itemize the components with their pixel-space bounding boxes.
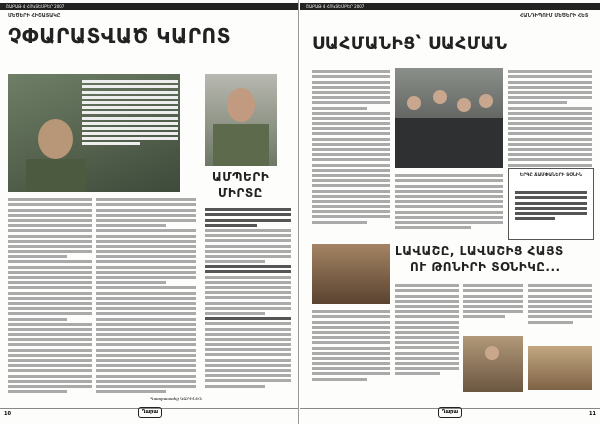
right-headline: ՍԱՀՄԱՆԻՑ՝ ՍԱՀՄԱՆ — [312, 34, 508, 54]
right-text-col-3 — [312, 308, 390, 398]
uniform-shape — [26, 159, 86, 192]
baker-head — [485, 346, 499, 360]
left-top-bar: ՇԱԲԱԹ 4 ՀՈԿՏԵՄԲԵՐ 2007 — [0, 3, 298, 10]
face-shape — [38, 119, 73, 159]
person-head-3 — [457, 98, 471, 112]
bread-photo — [528, 346, 592, 390]
left-text-col-1 — [8, 196, 92, 396]
right-page-number: 11 — [589, 411, 596, 417]
group-bodies — [395, 118, 503, 168]
poem-box-text — [515, 189, 587, 235]
poem-box — [508, 168, 594, 240]
poem-box-title: ԵՐԳԸ ՃԱՄՓԱՆԵՐԻ ՏՕՆԻՆ — [519, 173, 583, 178]
photo-caption-text — [82, 78, 178, 186]
right-text-col-5 — [463, 282, 523, 332]
right-section-label: ՀԱՆԴԻՊՈՒՄ ՄԵԾԵՐԻ ՀԵՏ — [520, 13, 589, 19]
right-headline-2-line1: ԼԱՎԱՇԸ, ԼԱՎԱՇԻՑ ՀԱՅՏ — [395, 244, 564, 258]
right-page — [300, 0, 600, 424]
left-logo: Ղարա — [138, 407, 162, 418]
right-headline-2-line2: ՈՒ ԹՈՆԻՐԻ ՏՕՆԻԿԸ... — [410, 260, 561, 274]
side-headline-2: ՄԻՐՏԸ — [218, 186, 263, 200]
person-head-1 — [407, 96, 421, 110]
right-text-mid — [395, 172, 503, 232]
group-photo — [395, 68, 503, 168]
left-section-label: ՄԵԾԵՐԻ ՀԻՇԱՏԱԿԸ — [8, 13, 61, 19]
right-logo: Ղարա — [438, 407, 462, 418]
person-head-2 — [433, 90, 447, 104]
left-page — [0, 0, 299, 424]
right-text-col-6 — [528, 282, 592, 342]
left-page-number: 10 — [4, 411, 11, 417]
right-text-col-1 — [312, 68, 390, 233]
portrait-face — [227, 88, 255, 122]
left-text-col-3 — [205, 206, 291, 396]
right-top-bar: ՇԱԲԱԹ 4 ՀՈԿՏԵՄԲԵՐ 2007 — [300, 3, 600, 10]
soldier-portrait-photo — [205, 74, 277, 166]
woman-baking-photo — [463, 336, 523, 392]
portrait-uniform — [213, 124, 269, 166]
person-head-4 — [479, 94, 493, 108]
left-text-col-2 — [96, 196, 196, 396]
lavash-photo — [312, 244, 390, 304]
side-headline-1: ԱՄՊԵՐԻ — [212, 170, 270, 184]
left-signature: Պատրաստեց ԿԱՐԻՆԵՆ — [150, 396, 203, 401]
right-text-col-4 — [395, 282, 459, 398]
left-headline: ՉՓԱՐԱՏՎԱԾ ԿԱՐՈՏ — [8, 24, 232, 48]
